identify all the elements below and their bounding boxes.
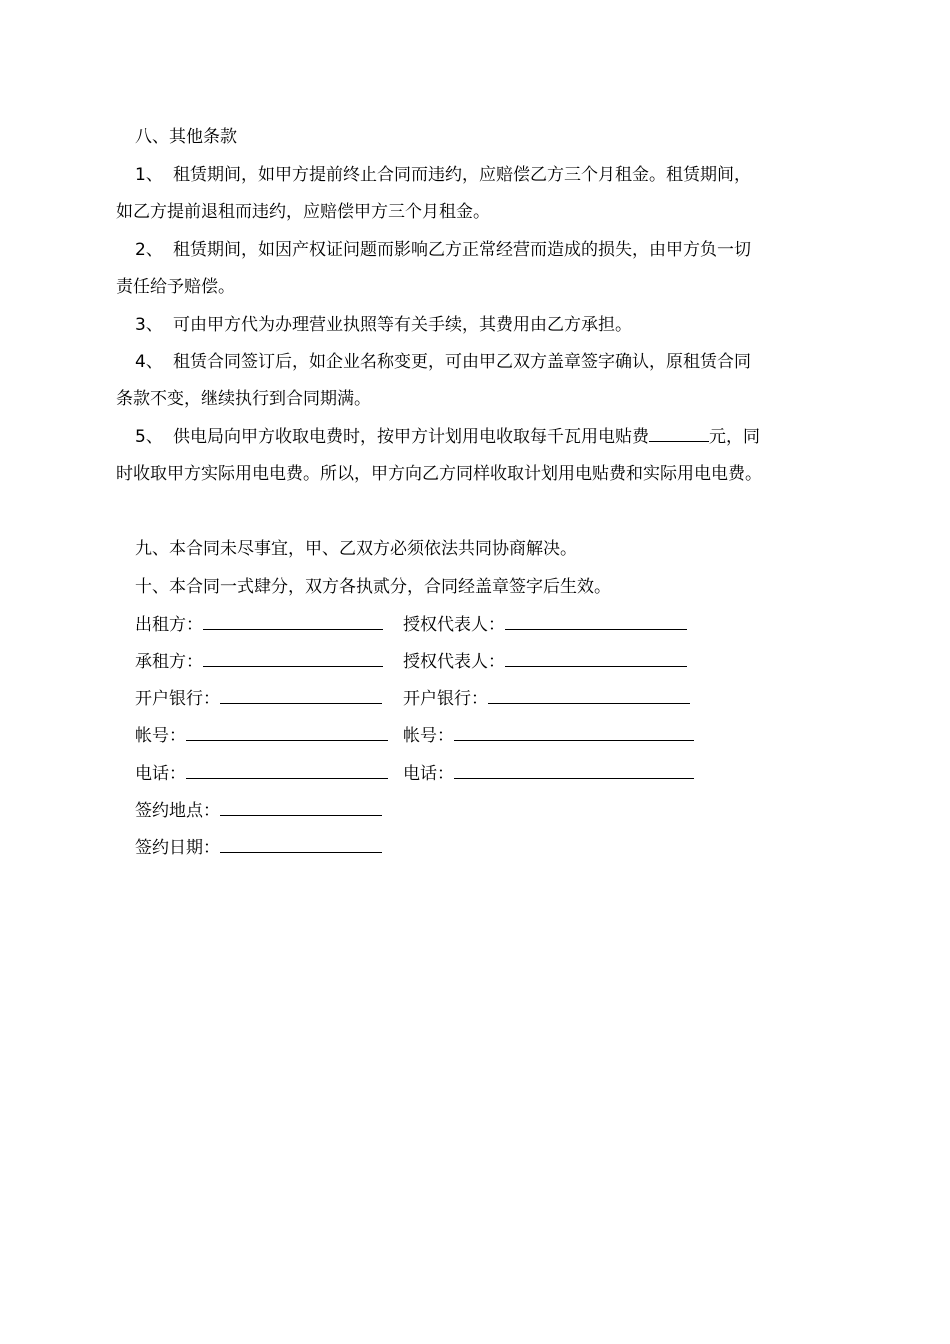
clause-8-2-line-1: [135, 239, 751, 261]
account-left-label: 帐号：: [135, 726, 186, 746]
lessor-label: 出租方：: [135, 615, 203, 635]
clause-8-3-line-1: [135, 314, 632, 336]
clause-8-5-line-1: [135, 426, 760, 448]
phone-right-field: [403, 763, 694, 785]
lessor-rep-blank[interactable]: [505, 615, 687, 630]
place-blank[interactable]: [220, 801, 382, 816]
phone-left-label: 电话：: [135, 764, 186, 784]
section-10: 十、本合同一式肆分，双方各执贰分，合同经盖章签字后生效。: [135, 577, 611, 597]
phone-left-blank[interactable]: [186, 764, 388, 779]
lessor-field: [135, 614, 383, 636]
clause-8-4-line-2: 条款不变，继续执行到合同期满。: [116, 389, 371, 409]
clause-8-5-line-2: 时收取甲方实际用电电费。所以，甲方向乙方同样收取计划用电贴费和实际用电电费。: [116, 464, 762, 484]
clause-text: 供电局向甲方收取电费时，按甲方计划用电收取每千瓦用电贴费: [173, 427, 649, 447]
fee-blank[interactable]: [649, 427, 709, 442]
phone-right-label: 电话：: [403, 764, 454, 784]
clause-text: 租赁期间，如因产权证问题而影响乙方正常经营而造成的损失，由甲方负一切: [173, 240, 751, 260]
bank-right-field: [403, 688, 690, 710]
clause-text: 租赁期间，如甲方提前终止合同而违约，应赔偿乙方三个月租金。租赁期间，: [173, 165, 751, 185]
date-field: [135, 837, 382, 859]
lessor-rep-field: [403, 614, 687, 636]
date-label: 签约日期：: [135, 838, 220, 858]
account-left-field: [135, 725, 388, 747]
account-left-blank[interactable]: [186, 726, 388, 741]
date-blank[interactable]: [220, 838, 382, 853]
place-label: 签约地点：: [135, 801, 220, 821]
clause-number: 1、: [135, 165, 163, 185]
section-9: 九、本合同未尽事宜，甲、乙双方必须依法共同协商解决。: [135, 539, 577, 559]
lessor-rep-label: 授权代表人：: [403, 615, 505, 635]
lessee-rep-blank[interactable]: [505, 652, 687, 667]
bank-left-blank[interactable]: [220, 689, 382, 704]
clause-text: 可由甲方代为办理营业执照等有关手续，其费用由乙方承担。: [173, 315, 632, 335]
clause-8-1-line-1: [135, 164, 751, 186]
clause-8-2-line-2: 责任给予赔偿。: [116, 277, 235, 297]
lessee-blank[interactable]: [203, 652, 383, 667]
account-right-label: 帐号：: [403, 726, 454, 746]
lessee-rep-field: [403, 651, 687, 673]
bank-right-blank[interactable]: [488, 689, 690, 704]
clause-8-4-line-1: [135, 351, 751, 373]
clause-number: 5、: [135, 427, 163, 447]
clause-8-1-line-2: 如乙方提前退租而违约，应赔偿甲方三个月租金。: [116, 202, 490, 222]
account-right-field: [403, 725, 694, 747]
lessee-label: 承租方：: [135, 652, 203, 672]
phone-right-blank[interactable]: [454, 764, 694, 779]
lessee-field: [135, 651, 383, 673]
lessee-rep-label: 授权代表人：: [403, 652, 505, 672]
bank-left-label: 开户银行：: [135, 689, 220, 709]
place-field: [135, 800, 382, 822]
clause-number: 3、: [135, 315, 163, 335]
section-8-heading: 八、其他条款: [135, 127, 237, 147]
bank-left-field: [135, 688, 382, 710]
bank-right-label: 开户银行：: [403, 689, 488, 709]
clause-number: 2、: [135, 240, 163, 260]
account-right-blank[interactable]: [454, 726, 694, 741]
phone-left-field: [135, 763, 388, 785]
clause-number: 4、: [135, 352, 163, 372]
clause-text: 元，同: [709, 427, 760, 447]
lessor-blank[interactable]: [203, 615, 383, 630]
clause-text: 租赁合同签订后，如企业名称变更，可由甲乙双方盖章签字确认，原租赁合同: [173, 352, 751, 372]
